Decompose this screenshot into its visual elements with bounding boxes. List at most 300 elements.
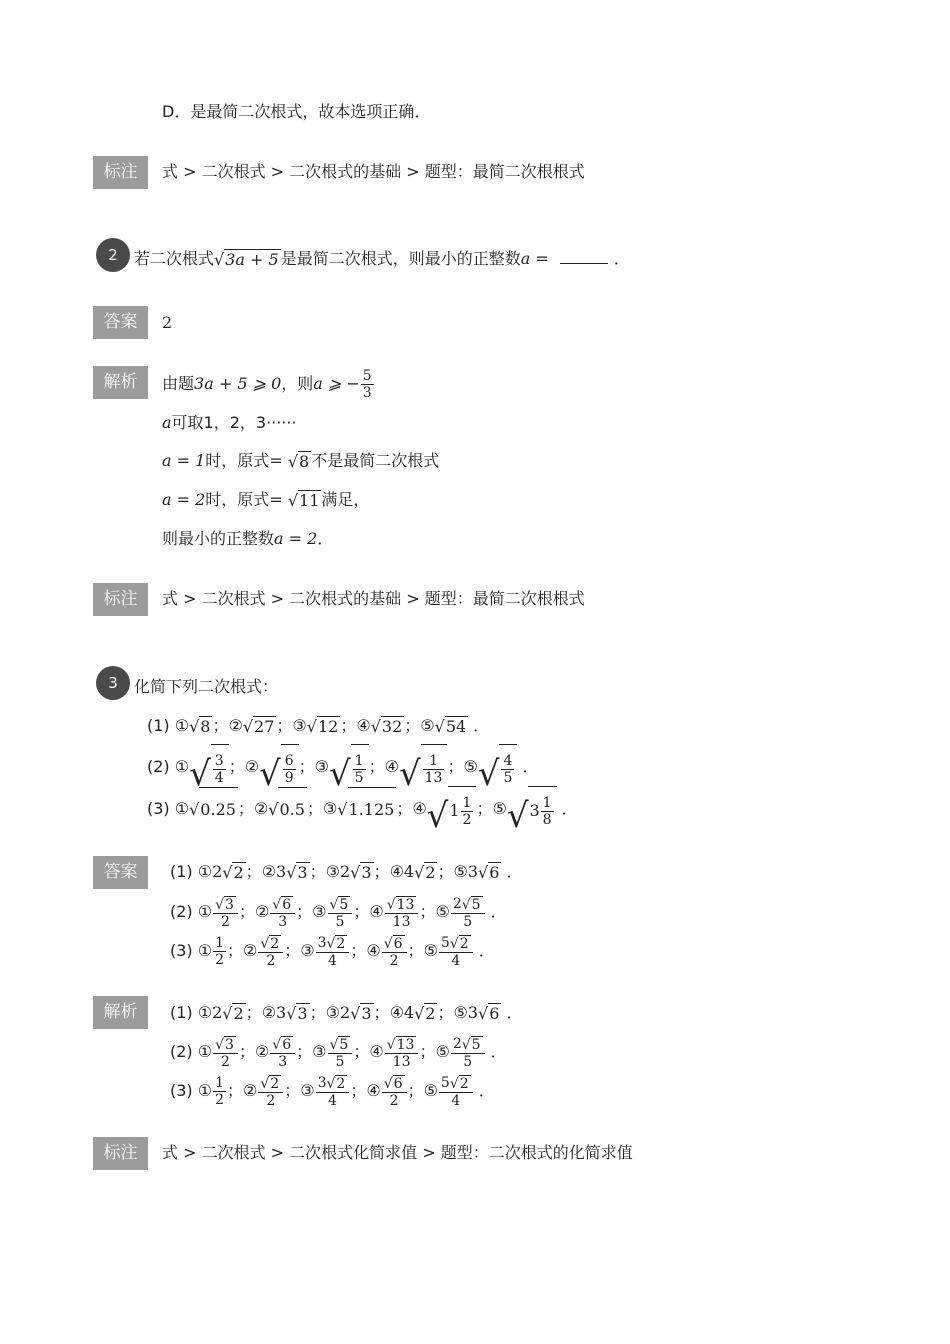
- radicand: 54: [445, 717, 467, 736]
- choice-marker: ②: [228, 716, 243, 735]
- radicand: 3: [225, 896, 234, 913]
- radical-sign: √: [426, 796, 449, 836]
- choice-marker: ④: [412, 799, 427, 818]
- numerator: [382, 935, 407, 953]
- coef-radical: [330, 896, 351, 912]
- numerator: [316, 935, 350, 953]
- numerator: [385, 896, 419, 914]
- stem-end: ．: [613, 249, 630, 268]
- numerator: [316, 1075, 350, 1093]
- choice-marker: ②: [254, 1042, 270, 1061]
- separator: ；: [227, 941, 244, 960]
- choice-marker: ⑤: [423, 941, 438, 960]
- denominator: 2: [389, 1092, 399, 1109]
- radicand: 2: [425, 863, 436, 882]
- coef-radical: [387, 1036, 417, 1052]
- numerator: [385, 1036, 419, 1054]
- denominator: 2: [215, 952, 225, 968]
- fraction: [451, 896, 485, 930]
- radical-sign: √: [215, 896, 225, 913]
- numerator: [328, 896, 353, 914]
- numerator: [451, 1036, 485, 1054]
- coef-radical: [468, 862, 502, 881]
- fraction: [439, 1075, 473, 1109]
- radical-sign: √: [350, 863, 361, 882]
- denominator: 2: [266, 1092, 276, 1109]
- tag-text: 式 > 二次根式 > 二次根式化简求值 > 题型：二次根式的化简求值: [162, 1143, 633, 1162]
- radical-sign: √: [398, 754, 421, 794]
- radical: [259, 744, 299, 794]
- coef-radical: [212, 1003, 246, 1022]
- numerator: [270, 1036, 295, 1054]
- radical-sign: √: [414, 863, 425, 882]
- radical: [327, 935, 348, 952]
- radical-sign: √: [189, 800, 200, 819]
- radical-sign: √: [477, 754, 500, 794]
- separator: ．: [501, 1003, 523, 1022]
- radical-sign: √: [272, 896, 282, 913]
- coef-radical: [272, 1036, 293, 1052]
- part-label: (2): [170, 1042, 198, 1061]
- denominator: 2: [221, 913, 230, 930]
- radicand: [448, 786, 476, 833]
- radical: [462, 1036, 483, 1053]
- numerator: [382, 1075, 407, 1093]
- choice-marker: ⑤: [435, 1042, 450, 1061]
- denominator: 3: [278, 1053, 288, 1070]
- separator: ．: [473, 941, 495, 960]
- fraction: [382, 935, 407, 969]
- coefficient: 3: [276, 1003, 287, 1022]
- radicand: 3: [225, 1036, 234, 1053]
- radical: [477, 744, 518, 794]
- radical-sign: √: [259, 754, 281, 794]
- separator: ；: [373, 862, 390, 881]
- mixed-number: [449, 795, 474, 828]
- coefficient: 5: [440, 935, 450, 951]
- separator: ；: [237, 799, 254, 818]
- denominator: 2: [266, 952, 276, 969]
- coefficient: 2: [212, 862, 223, 881]
- radical-sign: √: [386, 896, 396, 913]
- separator: ；: [447, 757, 464, 776]
- tag-text: 式 > 二次根式 > 二次根式的基础 > 题型：最简二次根根式: [162, 589, 585, 608]
- radical: [272, 896, 293, 913]
- answer-part-3: [170, 931, 495, 971]
- denominator: 13: [424, 770, 443, 786]
- separator: ；: [296, 1042, 313, 1061]
- separator: ；: [309, 1003, 326, 1022]
- radicand: 6: [489, 863, 500, 882]
- radical-sign: √: [242, 717, 254, 736]
- coef-radical: [468, 1003, 502, 1022]
- radical: [478, 862, 501, 883]
- radicand: 5: [471, 896, 481, 913]
- tag-label: 标注: [93, 156, 148, 189]
- separator: ．: [556, 799, 578, 818]
- radical: [398, 744, 448, 794]
- radical-sign: √: [383, 1075, 393, 1092]
- choice-marker: ④: [366, 1081, 381, 1100]
- choice-marker: ②: [253, 799, 269, 818]
- choice-marker: ⑤: [453, 862, 468, 881]
- choice-marker: ④: [384, 757, 399, 776]
- radical-sign: √: [478, 1004, 489, 1023]
- choice-marker: ⑤: [423, 1081, 438, 1100]
- radical: [222, 1003, 245, 1024]
- denominator: 4: [214, 770, 224, 786]
- denominator: 4: [451, 1092, 461, 1109]
- denominator: 4: [451, 952, 461, 969]
- choice-marker: ①: [197, 902, 213, 921]
- fraction: [213, 1036, 238, 1070]
- question-2-stem: [134, 249, 630, 270]
- part-label: (3): [147, 799, 175, 818]
- radical: [414, 1003, 437, 1024]
- radical: [260, 1075, 281, 1092]
- coef-radical: [318, 1075, 348, 1091]
- separator: ；: [396, 799, 413, 818]
- fraction: $\frac{5}{3}$: [362, 368, 372, 401]
- separator: ；: [350, 1081, 367, 1100]
- separator: ；: [296, 902, 313, 921]
- denominator: 5: [463, 913, 473, 930]
- radicand: 6: [282, 1036, 292, 1053]
- choice-marker: ④: [369, 902, 384, 921]
- coefficient: 5: [440, 1075, 450, 1091]
- answer-part-2: [170, 892, 507, 932]
- coef-radical: [215, 896, 236, 912]
- numerator: 1: [462, 795, 472, 811]
- coefficient: 3: [276, 862, 287, 881]
- radical-sign: √: [329, 754, 351, 794]
- radical: [268, 787, 307, 832]
- denominator: 2: [215, 1092, 225, 1108]
- fraction: [270, 896, 295, 930]
- denominator: 13: [392, 913, 411, 930]
- separator: ；: [437, 862, 454, 881]
- coefficient: 4: [403, 862, 415, 881]
- radicand: 2: [459, 935, 469, 952]
- radicand: 5: [339, 1036, 349, 1053]
- denominator: 9: [284, 770, 294, 786]
- answer-label: 答案: [93, 306, 148, 339]
- part-label: (1): [147, 716, 175, 735]
- separator: ；: [340, 716, 357, 735]
- radicand: 3: [297, 1004, 308, 1023]
- separator: ；: [306, 799, 323, 818]
- radical: [384, 935, 405, 952]
- analysis-label: 解析: [93, 996, 148, 1029]
- analysis-line-3: a = 1时，原式= √8 不是最简二次根式: [162, 451, 440, 471]
- denominator: 2: [221, 1053, 230, 1070]
- choice-marker: ③: [325, 1003, 340, 1022]
- numerator: [258, 1075, 283, 1093]
- fraction: [328, 1036, 353, 1070]
- numerator: 1: [215, 935, 225, 951]
- choice-marker: ②: [261, 1003, 277, 1022]
- radical: [478, 1003, 501, 1024]
- radical-sign: √: [383, 935, 393, 952]
- radicand: 5: [339, 896, 349, 913]
- radical-sign: √: [272, 1036, 282, 1053]
- radicand: 6: [489, 1004, 500, 1023]
- radical: [462, 896, 483, 913]
- fraction: [316, 1075, 350, 1109]
- question-number: 3: [96, 666, 130, 700]
- analysis-label: 解析: [93, 366, 148, 399]
- coef-radical: [330, 1036, 351, 1052]
- radical-sign: √: [286, 1004, 297, 1023]
- radicand: 27: [254, 717, 275, 736]
- radicand: 2: [336, 935, 346, 952]
- coefficient: 3: [467, 862, 479, 881]
- question-3-title: 化简下列二次根式：: [134, 677, 279, 696]
- radical-sign: √: [350, 1004, 361, 1023]
- choice-marker: ③: [312, 1042, 327, 1061]
- radical: [286, 1003, 309, 1024]
- choice-marker: ①: [197, 1003, 213, 1022]
- equals: =: [530, 249, 554, 268]
- fraction: [316, 935, 350, 969]
- choice-marker: ⑤: [463, 757, 478, 776]
- radical: [414, 862, 437, 883]
- separator: ；: [407, 941, 424, 960]
- radicand: 13: [396, 1036, 415, 1053]
- denominator: 5: [463, 1053, 473, 1070]
- numerator: 4: [503, 753, 513, 769]
- fraction: [283, 753, 296, 786]
- choice-marker: ⑤: [492, 799, 507, 818]
- radical: [307, 716, 341, 737]
- radical-sign: √: [222, 863, 233, 882]
- fraction: [501, 753, 514, 786]
- tag-label: 标注: [93, 1137, 148, 1170]
- coefficient: 2: [339, 1003, 351, 1022]
- numerator: [258, 935, 283, 953]
- fraction: [461, 795, 474, 828]
- coef-radical: [340, 862, 374, 881]
- radical: [426, 786, 477, 836]
- denominator: 5: [503, 770, 513, 786]
- choice-marker: ③: [300, 1081, 315, 1100]
- coef-radical: [260, 1075, 281, 1091]
- analysis-part-3: [170, 1071, 495, 1111]
- denominator: 4: [328, 1092, 337, 1109]
- coef-radical: [384, 1075, 405, 1091]
- radical: [243, 716, 277, 737]
- radical: [350, 1003, 373, 1024]
- part-label: (1): [170, 1003, 198, 1022]
- choice-marker: ①: [174, 757, 190, 776]
- coef-radical: [404, 862, 438, 881]
- fraction: [382, 1075, 407, 1109]
- denominator: 5: [354, 770, 364, 786]
- radical: √3a + 5: [214, 250, 279, 269]
- radicand: 2: [270, 935, 280, 952]
- choice-marker: ③: [325, 862, 340, 881]
- coef-radical: [404, 1003, 438, 1022]
- denominator: 2: [389, 952, 399, 969]
- coef-radical: [387, 896, 417, 912]
- denominator: 13: [392, 1053, 411, 1070]
- coef-radical: [441, 935, 471, 951]
- separator: ；: [245, 862, 262, 881]
- fraction: [451, 1036, 485, 1070]
- radical-sign: √: [506, 796, 529, 836]
- radical-sign: √: [260, 935, 270, 952]
- coefficient: 3: [317, 935, 327, 951]
- separator: ；: [227, 1081, 244, 1100]
- radicand: [528, 786, 556, 833]
- mixed-number: [529, 795, 554, 828]
- coefficient: 3: [467, 1003, 479, 1022]
- separator: ；: [419, 1042, 436, 1061]
- separator: ；: [368, 757, 385, 776]
- denominator: 3: [278, 913, 288, 930]
- coef-radical: [441, 1075, 471, 1091]
- radical-sign: √: [329, 1036, 339, 1053]
- fraction: [258, 935, 283, 969]
- denominator: 2: [462, 812, 472, 828]
- part-label: (2): [170, 902, 198, 921]
- choice-marker: ③: [314, 757, 329, 776]
- fraction: [258, 1075, 283, 1109]
- radical-sign: √: [461, 1036, 471, 1053]
- radical-sign: √: [449, 935, 459, 952]
- coef-radical: [276, 862, 310, 881]
- coef-radical: [260, 935, 281, 951]
- radicand: [421, 744, 448, 791]
- separator: ．: [473, 1081, 495, 1100]
- separator: ．: [468, 716, 490, 735]
- radicand: 2: [233, 1004, 244, 1023]
- coef-radical: [453, 896, 483, 912]
- choice-marker: ④: [356, 716, 371, 735]
- radicand: 3: [361, 863, 372, 882]
- fraction: [213, 896, 238, 930]
- choice-marker: ①: [197, 862, 213, 881]
- part-label: (2): [147, 757, 175, 776]
- radical-sign: √: [268, 800, 279, 819]
- radical: [384, 1075, 405, 1092]
- coef-radical: [453, 1036, 483, 1052]
- radical: [387, 1036, 417, 1053]
- numerator: [439, 935, 473, 953]
- choice-marker: ⑤: [435, 902, 450, 921]
- stem-pre: 若二次根式: [134, 249, 215, 268]
- choice-marker: ②: [244, 757, 260, 776]
- choice-marker: ④: [389, 1003, 404, 1022]
- fraction: [423, 753, 445, 786]
- separator: ；: [437, 1003, 454, 1022]
- separator: ；: [407, 1081, 424, 1100]
- radicand: [499, 744, 517, 791]
- numerator: [439, 1075, 473, 1093]
- radical: [506, 786, 557, 836]
- denominator: 4: [328, 952, 337, 969]
- numerator: [328, 1036, 353, 1054]
- radical-sign: √: [461, 896, 471, 913]
- choice-marker: ①: [197, 1081, 213, 1100]
- radicand: 2: [336, 1075, 346, 1092]
- coef-radical: [212, 862, 246, 881]
- analysis-part-2: [170, 1032, 507, 1072]
- radical: [215, 1036, 236, 1053]
- q3-part-2: [147, 744, 539, 794]
- coef-radical: [318, 935, 348, 951]
- radicand: 1.125: [348, 787, 397, 832]
- answer-blank: [560, 263, 608, 264]
- fraction: [541, 795, 554, 828]
- radicand: 12: [317, 717, 339, 736]
- separator: ；: [284, 1081, 301, 1100]
- choice-marker: ①: [174, 716, 190, 735]
- var-a: a: [520, 249, 531, 268]
- radicand: 0.25: [199, 787, 238, 832]
- radicand: 2: [459, 1075, 469, 1092]
- q3-part-3: [147, 786, 578, 836]
- coefficient: 2: [339, 862, 351, 881]
- fraction: [439, 935, 473, 969]
- coefficient: 2: [212, 1003, 223, 1022]
- separator: ；: [212, 716, 229, 735]
- radical: [450, 1075, 471, 1092]
- choice-marker: ③: [312, 902, 327, 921]
- separator: ．: [485, 902, 507, 921]
- separator: ．: [517, 757, 539, 776]
- numerator: [213, 896, 238, 914]
- numerator: 3: [214, 753, 224, 769]
- separator: ；: [373, 1003, 390, 1022]
- choice-marker: ③: [300, 941, 315, 960]
- radical: [189, 744, 229, 794]
- radicand: 2: [270, 1075, 280, 1092]
- whole: 3: [529, 801, 540, 820]
- denominator: 5: [335, 913, 345, 930]
- stem-post: 是最简二次根式，则最小的正整数: [280, 249, 521, 268]
- numerator: 6: [284, 753, 294, 769]
- radicand: 3: [297, 863, 308, 882]
- part-label: (3): [170, 1081, 198, 1100]
- radical: [371, 716, 405, 737]
- radical-sign: √: [189, 717, 200, 736]
- coef-radical: [272, 896, 293, 912]
- coefficient: 2: [452, 896, 462, 912]
- radical-sign: √: [286, 863, 297, 882]
- radicand: 13: [396, 896, 415, 913]
- fraction: [353, 753, 366, 786]
- denominator: 8: [542, 812, 552, 828]
- answer-value: 2: [162, 313, 173, 332]
- choice-marker: ⑤: [420, 716, 435, 735]
- radicand: [281, 744, 299, 791]
- radical-sign: √: [222, 1004, 233, 1023]
- separator: ；: [476, 799, 493, 818]
- radical: [330, 896, 351, 913]
- radical: [189, 716, 212, 737]
- numerator: [213, 1036, 238, 1054]
- choice-marker: ④: [389, 862, 404, 881]
- fraction: [213, 1075, 226, 1108]
- separator: ；: [309, 862, 326, 881]
- radical: [350, 862, 373, 883]
- whole: 1: [449, 801, 460, 820]
- coef-radical: [340, 1003, 374, 1022]
- radicand: 0.5: [278, 787, 306, 832]
- separator: ；: [238, 1042, 255, 1061]
- radical: [329, 744, 369, 794]
